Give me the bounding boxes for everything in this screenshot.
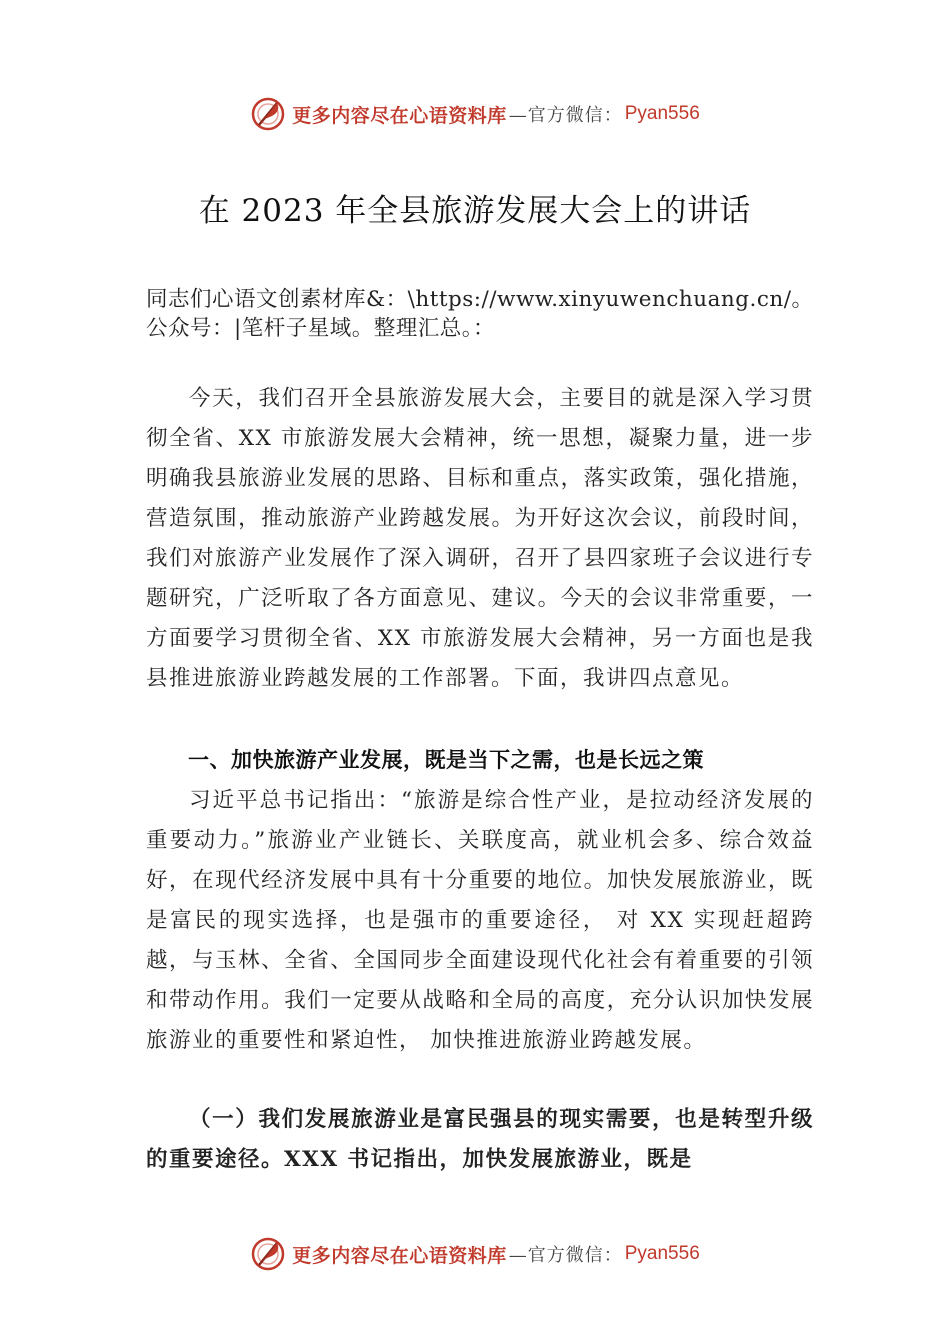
watermark-site-name: 更多内容尽在心语资料库 [292,104,507,127]
section-heading-1: 一、加快旅游产业发展，既是当下之需，也是长远之策 [188,748,704,772]
body-paragraph-2: 习近平总书记指出：“旅游是综合性产业，是拉动经济发展的重要动力。”旅游业产业链长、关联度高，就业机会多、综合效益好，在现代经济发展中具有十分重要的地位。加快发展旅游业，既是富民的现实选择，也是强市的重要途径， 对 XX 实现赶超跨越，与玉林、全省、全国同步全面建设现代化社会有着重要的引领和带动作用。我们一定要从战略和全局的高度，充分认识加快发展旅游业的重要性和紧迫性， 加快推进旅游业跨越发展。 [146,788,814,1053]
watermark-site-name: 更多内容尽在心语资料库 [292,1244,507,1267]
watermark-wechat-label: —官方微信： [508,1245,623,1266]
watermark-banner-bottom [0,1234,950,1274]
body-paragraph-1: 今天，我们召开全县旅游发展大会，主要目的就是深入学习贯彻全省、XX 市旅游发展大会精神，统一思想，凝聚力量，进一步明确我县旅游业发展的思路、目标和重点，落实政策，强化措施，营造氛围，推动旅游产业跨越发展。为开好这次会议，前段时间，我们对旅游产业发展作了深入调研，召开了县四家班子会议进行专题研究，广泛听取了各方面意见、建议。今天的会议非常重要，一方面要学习贯彻全省、XX 市旅游发展大会精神，另一方面也是我县推进旅游业跨越发展的工作部署。下面，我讲四点意见。 [146,386,814,691]
watermark-banner-top [0,94,950,134]
watermark-wechat-id: Pyan556 [624,1243,700,1264]
watermark-wechat-label: —官方微信： [508,105,623,126]
page-title: 在 2023 年全县旅游发展大会上的讲话 [198,193,752,229]
quill-pen-logo-icon [250,96,286,132]
watermark-wechat-id: Pyan556 [624,103,700,124]
quill-pen-logo-icon [250,1236,286,1272]
intro-source-line: 同志们心语文创素材库&：\https://www.xinyuwenchuang.cn/。公众号：|笔杆子星域。整理汇总。： [146,287,814,341]
body-paragraph-3: （一）我们发展旅游业是富民强县的现实需要，也是转型升级的重要途径。XXX 书记指出，加快发展旅游业，既是 [146,1107,814,1172]
